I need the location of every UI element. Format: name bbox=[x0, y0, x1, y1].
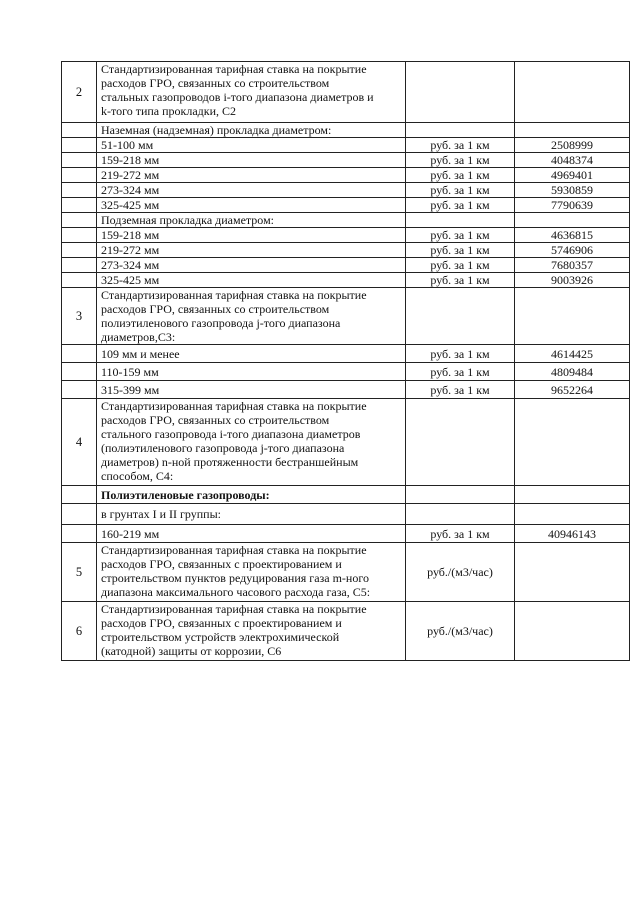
table-row bbox=[62, 363, 630, 381]
row-number: 2 bbox=[62, 62, 97, 123]
table-row bbox=[62, 198, 630, 213]
diameter-label: 110-159 мм bbox=[97, 363, 406, 381]
rate-value: 9652264 bbox=[515, 381, 630, 399]
row-number: 6 bbox=[62, 602, 97, 661]
empty-cell bbox=[515, 213, 630, 228]
title-line: Стандартизированная тарифная ставка на покрытие bbox=[101, 602, 367, 616]
value-cell bbox=[515, 62, 630, 123]
diameter-label: 219-272 мм bbox=[97, 168, 406, 183]
subheader-row bbox=[62, 486, 630, 504]
title-line: строительством пунктов редуцирования газа m-ного bbox=[101, 571, 369, 585]
empty-cell bbox=[62, 138, 97, 153]
unit-label: руб. за 1 км bbox=[406, 345, 515, 363]
table-row bbox=[62, 273, 630, 288]
soil-group-header: в грунтах I и II группы: bbox=[97, 504, 406, 525]
rate-value: 4969401 bbox=[515, 168, 630, 183]
title-line: диапазона максимального часового расхода газа, С5: bbox=[101, 585, 371, 599]
empty-cell bbox=[515, 602, 630, 661]
rate-value: 2508999 bbox=[515, 138, 630, 153]
table-row bbox=[62, 168, 630, 183]
unit-label: руб. за 1 км bbox=[406, 363, 515, 381]
empty-cell bbox=[62, 198, 97, 213]
rate-value: 5746906 bbox=[515, 243, 630, 258]
empty-cell bbox=[62, 504, 97, 525]
title-line: полиэтиленового газопровода j-того диапазона bbox=[101, 316, 341, 330]
tariff-table bbox=[61, 61, 630, 661]
unit-cell bbox=[406, 62, 515, 123]
row-number: 5 bbox=[62, 543, 97, 602]
title-line: Стандартизированная тарифная ставка на покрытие bbox=[101, 399, 367, 413]
section-title bbox=[97, 288, 406, 345]
rate-value: 40946143 bbox=[515, 525, 630, 543]
rate-value: 4636815 bbox=[515, 228, 630, 243]
unit-label: руб. за 1 км bbox=[406, 138, 515, 153]
empty-cell bbox=[515, 486, 630, 504]
title-line: стальных газопроводов i-того диапазона диаметров и bbox=[101, 90, 374, 104]
title-line: расходов ГРО, связанных со строительством bbox=[101, 302, 330, 316]
rate-value: 5930859 bbox=[515, 183, 630, 198]
empty-cell bbox=[62, 363, 97, 381]
unit-label: руб. за 1 км bbox=[406, 168, 515, 183]
diameter-label: 325-425 мм bbox=[97, 198, 406, 213]
table-row bbox=[62, 525, 630, 543]
section-3-header-row bbox=[62, 288, 630, 345]
unit-label: руб./(м3/час) bbox=[406, 602, 515, 661]
empty-cell bbox=[62, 123, 97, 138]
title-line: расходов ГРО, связанных с проектированием и bbox=[101, 616, 342, 630]
table-row bbox=[62, 183, 630, 198]
diameter-label: 315-399 мм bbox=[97, 381, 406, 399]
rate-value: 7790639 bbox=[515, 198, 630, 213]
diameter-label: 273-324 мм bbox=[97, 183, 406, 198]
rate-value: 4048374 bbox=[515, 153, 630, 168]
unit-label: руб. за 1 км bbox=[406, 228, 515, 243]
section-title bbox=[97, 543, 406, 602]
empty-cell bbox=[62, 228, 97, 243]
title-line: расходов ГРО, связанных со строительством bbox=[101, 76, 330, 90]
title-line: стального газопровода i-того диапазона диаметров bbox=[101, 427, 361, 441]
title-line: способом, С4: bbox=[101, 469, 174, 483]
unit-label: руб. за 1 км bbox=[406, 153, 515, 168]
empty-cell bbox=[62, 213, 97, 228]
empty-cell bbox=[406, 504, 515, 525]
row-number: 4 bbox=[62, 399, 97, 486]
unit-label: руб. за 1 км bbox=[406, 243, 515, 258]
title-line: Стандартизированная тарифная ставка на покрытие bbox=[101, 288, 367, 302]
empty-cell bbox=[62, 168, 97, 183]
row-number: 3 bbox=[62, 288, 97, 345]
empty-cell bbox=[62, 525, 97, 543]
diameter-label: 160-219 мм bbox=[97, 525, 406, 543]
title-line: расходов ГРО, связанных с проектированием и bbox=[101, 557, 342, 571]
empty-cell bbox=[515, 288, 630, 345]
rate-value: 4809484 bbox=[515, 363, 630, 381]
empty-cell bbox=[515, 399, 630, 486]
title-line: k-того типа прокладки, С2 bbox=[101, 104, 237, 118]
empty-cell bbox=[406, 288, 515, 345]
empty-cell bbox=[515, 123, 630, 138]
title-line: диаметров,С3: bbox=[101, 330, 176, 344]
unit-label: руб. за 1 км bbox=[406, 381, 515, 399]
unit-label: руб. за 1 км bbox=[406, 198, 515, 213]
unit-label: руб. за 1 км bbox=[406, 183, 515, 198]
unit-label: руб. за 1 км bbox=[406, 525, 515, 543]
table-row bbox=[62, 258, 630, 273]
empty-cell bbox=[406, 486, 515, 504]
section-title bbox=[97, 399, 406, 486]
empty-cell bbox=[62, 183, 97, 198]
polyethylene-header: Полиэтиленовые газопроводы: bbox=[97, 486, 406, 504]
section-6-row bbox=[62, 602, 630, 661]
section-5-row bbox=[62, 543, 630, 602]
table-row bbox=[62, 345, 630, 363]
empty-cell bbox=[62, 243, 97, 258]
title-line: диаметров) n-ной протяженности бестраншейным bbox=[101, 455, 359, 469]
section-4-header-row bbox=[62, 399, 630, 486]
empty-cell bbox=[515, 504, 630, 525]
empty-cell bbox=[62, 153, 97, 168]
rate-value: 7680357 bbox=[515, 258, 630, 273]
subheader-row bbox=[62, 213, 630, 228]
table-row bbox=[62, 153, 630, 168]
section-title bbox=[97, 62, 406, 123]
table-row bbox=[62, 243, 630, 258]
diameter-label: 325-425 мм bbox=[97, 273, 406, 288]
unit-label: руб. за 1 км bbox=[406, 273, 515, 288]
diameter-label: 159-218 мм bbox=[97, 228, 406, 243]
empty-cell bbox=[515, 543, 630, 602]
title-line: Стандартизированная тарифная ставка на покрытие bbox=[101, 62, 367, 76]
above-ground-header: Наземная (надземная) прокладка диаметром: bbox=[97, 123, 406, 138]
empty-cell bbox=[62, 258, 97, 273]
table-row bbox=[62, 228, 630, 243]
empty-cell bbox=[406, 213, 515, 228]
title-line: Стандартизированная тарифная ставка на покрытие bbox=[101, 543, 367, 557]
section-title bbox=[97, 602, 406, 661]
subheader-row bbox=[62, 123, 630, 138]
empty-cell bbox=[62, 381, 97, 399]
rate-value: 9003926 bbox=[515, 273, 630, 288]
unit-label: руб. за 1 км bbox=[406, 258, 515, 273]
diameter-label: 109 мм и менее bbox=[97, 345, 406, 363]
unit-label: руб./(м3/час) bbox=[406, 543, 515, 602]
empty-cell bbox=[62, 486, 97, 504]
section-2-header-row bbox=[62, 62, 630, 123]
title-line: строительством устройств электрохимической bbox=[101, 630, 340, 644]
diameter-label: 219-272 мм bbox=[97, 243, 406, 258]
diameter-label: 273-324 мм bbox=[97, 258, 406, 273]
title-line: (полиэтиленового газопровода j-того диапазона bbox=[101, 441, 345, 455]
diameter-label: 159-218 мм bbox=[97, 153, 406, 168]
diameter-label: 51-100 мм bbox=[97, 138, 406, 153]
empty-cell bbox=[62, 345, 97, 363]
empty-cell bbox=[62, 273, 97, 288]
title-line: (катодной) защиты от коррозии, С6 bbox=[101, 644, 282, 658]
table-row bbox=[62, 138, 630, 153]
underground-header: Подземная прокладка диаметром: bbox=[97, 213, 406, 228]
table-row bbox=[62, 381, 630, 399]
rate-value: 4614425 bbox=[515, 345, 630, 363]
empty-cell bbox=[406, 123, 515, 138]
subheader-row bbox=[62, 504, 630, 525]
title-line: расходов ГРО, связанных со строительством bbox=[101, 413, 330, 427]
empty-cell bbox=[406, 399, 515, 486]
